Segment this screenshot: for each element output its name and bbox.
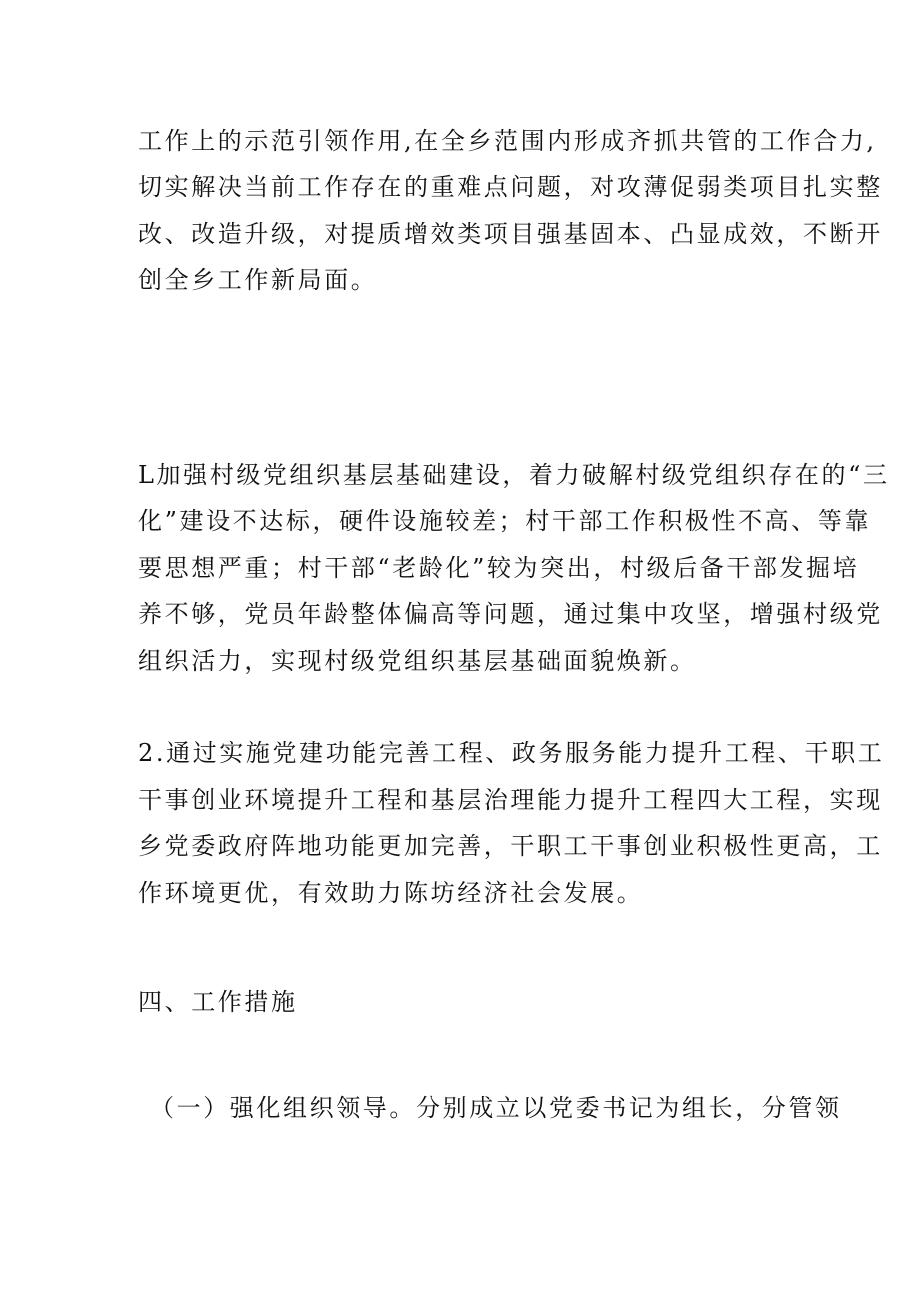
paragraph-3-line-2: 干事创业环境提升工程和基层治理能力提升工程四大工程，实现 xyxy=(138,786,883,814)
paragraph-3-line-3: 乡党委政府阵地功能更加完善，干职工干事创业积极性更高，工 xyxy=(138,832,883,860)
paragraph-3-line-4: 作环境更优，有效助力陈坊经济社会发展。 xyxy=(138,879,644,907)
paragraph-1-line-3: 改、改造升级，对提质增效类项目强基固本、凸显成效，不断开 xyxy=(138,220,883,248)
paragraph-1-line-4: 创全乡工作新局面。 xyxy=(138,266,378,294)
paragraph-3-line-1: 2.通过实施党建功能完善工程、政务服务能力提升工程、干职工 xyxy=(138,739,885,767)
subsection-line: （一）强化组织领导。分别成立以党委书记为组长，分管领 xyxy=(150,1094,842,1122)
paragraph-1-line-2: 切实解决当前工作存在的重难点问题，对攻薄促弱类项目扎实整 xyxy=(138,173,883,201)
paragraph-2-line-4: 养不够，党员年龄整体偏高等问题，通过集中攻坚，增强村级党 xyxy=(138,600,883,628)
paragraph-2-line-5: 组织活力，实现村级党组织基层基础面貌焕新。 xyxy=(138,647,697,675)
paragraph-2-line-2: 化”建设不达标，硬件设施较差；村干部工作积极性不高、等靠 xyxy=(138,507,872,535)
section-heading: 四、工作措施 xyxy=(138,988,298,1016)
paragraph-1-line-1: 工作上的示范引领作用,在全乡范围内形成齐抓共管的工作合力, xyxy=(138,127,877,155)
paragraph-2-line-1: L加强村级党组织基层基础建设，着力破解村级党组织存在的“三 xyxy=(138,461,890,489)
paragraph-2-line-3: 要思想严重；村干部“老龄化”较为突出，村级后备干部发掘培 xyxy=(138,554,860,582)
